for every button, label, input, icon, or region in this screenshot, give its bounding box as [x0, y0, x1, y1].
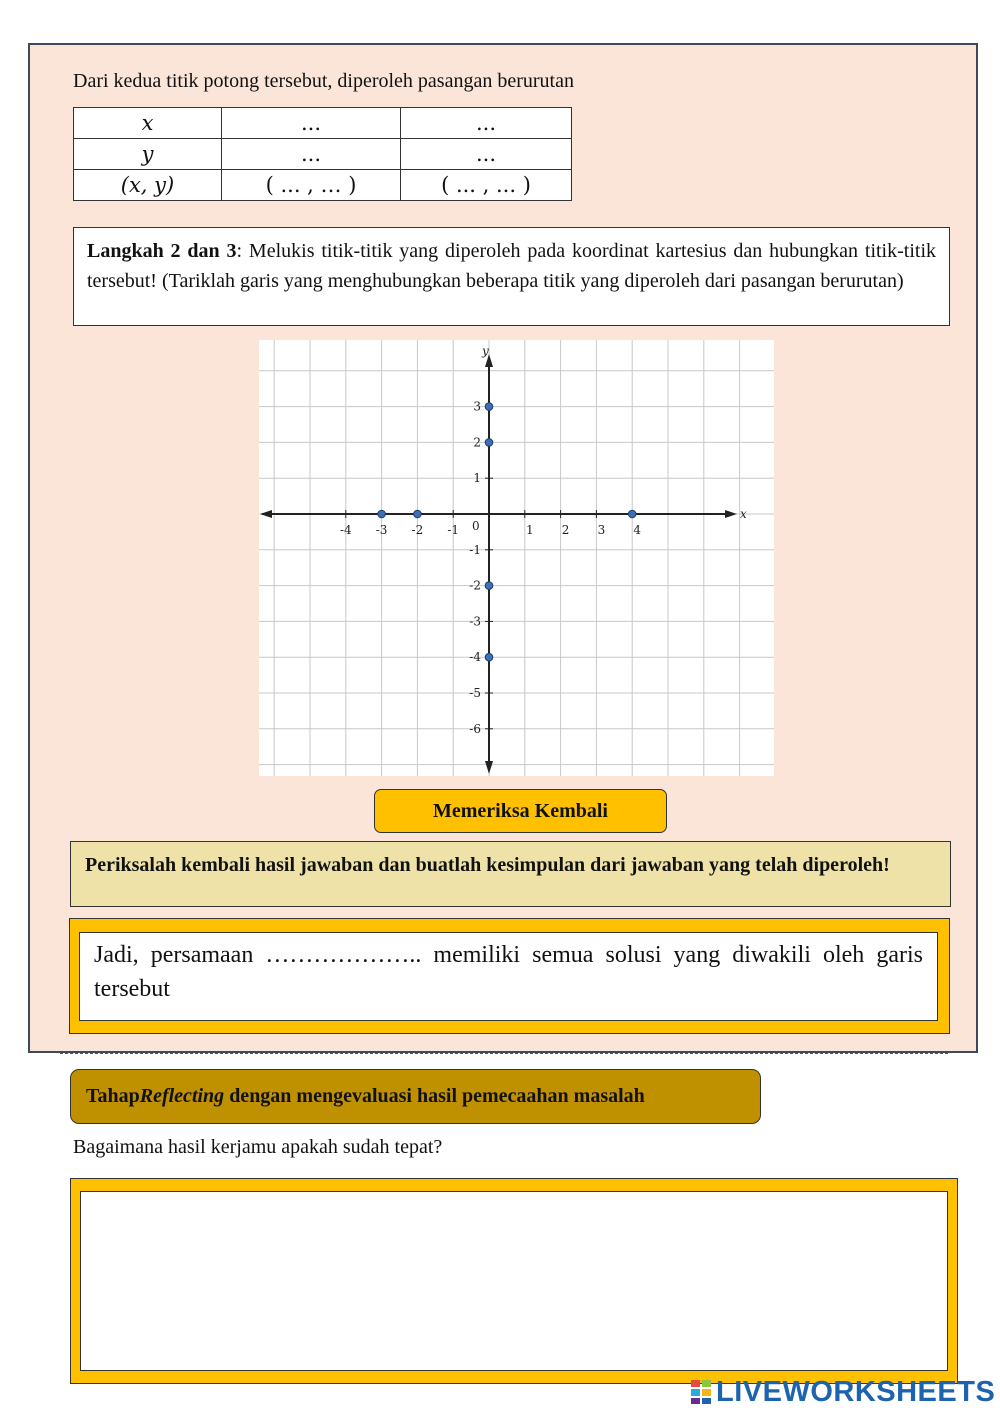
- ordered-pairs-table: [73, 107, 572, 201]
- cell-input[interactable]: ...: [401, 108, 572, 139]
- y-tick-label: -5: [469, 686, 481, 700]
- y-tick-label: 3: [473, 399, 481, 414]
- table-row: [74, 108, 572, 139]
- table-row: [74, 170, 572, 201]
- x-tick-label: 2: [561, 523, 570, 537]
- x-tick-label: -3: [375, 523, 388, 537]
- answer-frame: [70, 1178, 958, 1384]
- cell-input[interactable]: ...: [222, 139, 401, 170]
- cell-input[interactable]: ...: [401, 139, 572, 170]
- data-point: [485, 582, 493, 590]
- liveworksheets-logo: [690, 1374, 995, 1410]
- reflecting-word: Reflecting: [139, 1085, 225, 1107]
- conclusion-text[interactable]: Jadi, persamaan ……………….. memiliki semua solusi yang diwakili oleh garis tersebut: [79, 932, 938, 1021]
- reflecting-prefix: Tahap: [86, 1085, 140, 1107]
- step-text: : Melukis titik-titik yang diperoleh pada koordinat kartesius dan hubungkan titik-titik tersebut! (Tariklah garis yang menghubungkan beberapa titik yang diperoleh dari pasangan berurutan): [87, 240, 936, 292]
- instruction-banner: Periksalah kembali hasil jawaban dan buatlah kesimpulan dari jawaban yang telah diperoleh!: [70, 841, 951, 907]
- graph-background: [259, 340, 774, 776]
- memeriksa-kembali-label: Memeriksa Kembali: [374, 789, 667, 833]
- row-label-y: y: [74, 139, 222, 170]
- x-tick-label: 1: [525, 523, 534, 537]
- origin-label: 0: [472, 519, 480, 533]
- data-point: [485, 403, 493, 411]
- y-tick-label: 2: [473, 435, 481, 450]
- reflecting-stage-title: [70, 1069, 761, 1124]
- question-text: Bagaimana hasil kerjamu apakah sudah tepat?: [73, 1136, 443, 1158]
- step-instruction-box: [73, 227, 950, 326]
- data-point: [485, 653, 493, 661]
- x-tick-label: -4: [339, 523, 352, 537]
- cell-input[interactable]: ...: [222, 108, 401, 139]
- reflecting-suffix: dengan mengevaluasi hasil pemecaahan masalah: [224, 1085, 645, 1107]
- y-axis-label: y: [482, 344, 489, 358]
- table-row: [74, 139, 572, 170]
- step-title: Langkah 2 dan 3: [87, 240, 237, 262]
- x-axis-label: x: [740, 507, 747, 521]
- y-tick-label: 1: [473, 471, 481, 486]
- data-point: [378, 510, 386, 518]
- cartesian-graph[interactable]: [259, 340, 774, 776]
- liveworksheets-icon: [690, 1379, 712, 1405]
- y-tick-label: -2: [469, 578, 481, 593]
- row-label-x: x: [74, 108, 222, 139]
- x-tick-label: -1: [447, 523, 460, 537]
- cell-input[interactable]: ( ... , … ): [222, 170, 401, 201]
- data-point: [628, 510, 636, 518]
- divider: [60, 1053, 948, 1054]
- data-point: [485, 439, 493, 447]
- row-label-xy: (x, y): [74, 170, 222, 201]
- y-tick-label: -6: [469, 721, 481, 736]
- y-tick-label: -4: [469, 650, 481, 665]
- x-tick-label: -2: [411, 523, 424, 537]
- intro-text: Dari kedua titik potong tersebut, diperoleh pasangan berurutan: [73, 70, 574, 92]
- x-tick-label: 4: [633, 523, 642, 537]
- liveworksheets-wordmark: LIVEWORKSHEETS: [716, 1375, 996, 1408]
- x-tick-label: 3: [597, 523, 606, 537]
- y-tick-label: -1: [469, 542, 481, 557]
- data-point: [414, 510, 422, 518]
- y-tick-label: -3: [469, 614, 481, 629]
- conclusion-frame: [69, 918, 950, 1034]
- cell-input[interactable]: ( ... , ... ): [401, 170, 572, 201]
- answer-input[interactable]: [80, 1191, 948, 1371]
